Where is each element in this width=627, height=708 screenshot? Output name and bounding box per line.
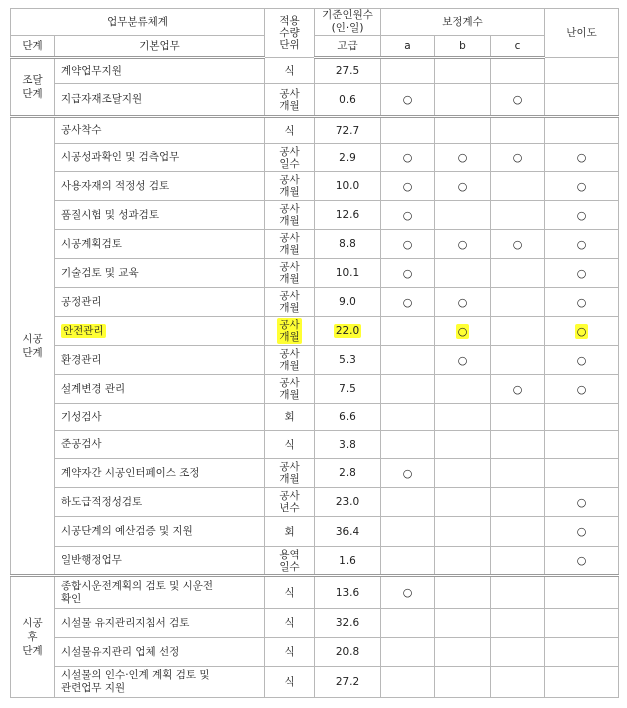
correction-a-cell xyxy=(381,547,435,576)
task-cell xyxy=(55,84,265,117)
table-row xyxy=(11,144,619,172)
circle-mark: ○ xyxy=(576,382,587,396)
correction-c-cell xyxy=(491,288,545,317)
correction-a-cell xyxy=(381,84,435,117)
unit-cell xyxy=(265,84,315,117)
task-cell xyxy=(55,317,265,346)
manpower-value: 23.0 xyxy=(335,496,360,508)
correction-c-cell xyxy=(491,431,545,459)
circle-mark: ○ xyxy=(402,179,413,193)
classification-header: 업무분류체계 xyxy=(11,9,265,36)
difficulty-cell xyxy=(545,144,619,172)
table-row xyxy=(11,431,619,459)
manpower-value-cell xyxy=(315,609,381,638)
task-label: 준공검사 xyxy=(61,438,102,450)
correction-b-cell xyxy=(435,346,491,375)
table-row xyxy=(11,547,619,576)
unit-label: 공사 개월 xyxy=(279,319,300,343)
correction-c-cell xyxy=(491,517,545,547)
task-cell xyxy=(55,259,265,288)
unit-cell xyxy=(265,431,315,459)
unit-label: 회 xyxy=(284,411,295,423)
task-cell xyxy=(55,547,265,576)
circle-mark: ○ xyxy=(457,151,468,164)
task-label: 일반행정업무 xyxy=(61,554,122,566)
task-label: 설계변경 관리 xyxy=(61,382,126,395)
circle-mark: ○ xyxy=(576,295,587,309)
unit-cell xyxy=(265,638,315,667)
correction-a-cell xyxy=(381,667,435,698)
circle-mark: ○ xyxy=(402,208,413,222)
correction-a-cell xyxy=(381,201,435,230)
task-label: 공정관리 xyxy=(61,295,102,308)
manpower-value-cell xyxy=(315,488,381,517)
unit-cell xyxy=(265,172,315,201)
task-label: 기술검토 및 교육 xyxy=(61,266,139,279)
task-table xyxy=(10,8,619,698)
manpower-value-cell xyxy=(315,576,381,609)
correction-a-cell xyxy=(381,431,435,459)
correction-a-cell xyxy=(381,259,435,288)
circle-mark: ○ xyxy=(576,554,587,567)
manpower-value-cell xyxy=(315,144,381,172)
task-label: 시설물유지관리 업체 선정 xyxy=(61,645,180,658)
unit-label: 공사 개월 xyxy=(279,203,300,227)
correction-c-cell xyxy=(491,117,545,144)
task-label: 하도급적정성검토 xyxy=(61,495,143,508)
correction-b-header: b xyxy=(435,36,491,58)
circle-mark: ○ xyxy=(576,324,587,338)
stage-cell: 조달 단계 xyxy=(11,58,55,117)
table-row xyxy=(11,346,619,375)
unit-cell xyxy=(265,576,315,609)
correction-b-cell xyxy=(435,288,491,317)
manpower-value: 36.4 xyxy=(335,525,360,538)
task-label: 지급자재조달지원 xyxy=(61,93,143,105)
difficulty-cell xyxy=(545,488,619,517)
unit-label: 공사 개월 xyxy=(279,290,300,314)
table-row xyxy=(11,609,619,638)
task-cell xyxy=(55,201,265,230)
manpower-value: 13.6 xyxy=(335,586,360,599)
task-label: 계약자간 시공인터페이스 조정 xyxy=(61,466,200,479)
correction-b-cell xyxy=(435,259,491,288)
unit-label: 공사 년수 xyxy=(279,490,300,514)
task-cell xyxy=(55,638,265,667)
correction-c-cell xyxy=(491,346,545,375)
circle-mark: ○ xyxy=(576,266,587,280)
unit-cell xyxy=(265,488,315,517)
correction-b-cell xyxy=(435,459,491,488)
unit-cell xyxy=(265,375,315,404)
manpower-value: 10.1 xyxy=(335,267,360,279)
difficulty-cell xyxy=(545,84,619,117)
task-label: 공사착수 xyxy=(61,124,102,136)
difficulty-cell xyxy=(545,117,619,144)
table-row xyxy=(11,84,619,117)
table-row xyxy=(11,576,619,609)
unit-label: 식 xyxy=(284,676,295,688)
manpower-value-cell xyxy=(315,638,381,667)
manpower-value: 3.8 xyxy=(339,438,356,451)
correction-b-cell xyxy=(435,431,491,459)
correction-c-cell xyxy=(491,667,545,698)
difficulty-cell xyxy=(545,58,619,84)
circle-mark: ○ xyxy=(512,151,523,164)
correction-b-cell xyxy=(435,117,491,144)
task-cell xyxy=(55,431,265,459)
unit-label: 공사 개월 xyxy=(279,232,300,256)
correction-c-cell xyxy=(491,638,545,667)
unit-cell xyxy=(265,117,315,144)
table-row xyxy=(11,638,619,667)
correction-a-cell xyxy=(381,346,435,375)
manpower-value-cell xyxy=(315,84,381,117)
circle-mark: ○ xyxy=(457,237,468,251)
correction-a-header: a xyxy=(381,36,435,58)
manpower-value-cell xyxy=(315,317,381,346)
unit-label: 용역 일수 xyxy=(279,548,300,573)
table-body xyxy=(11,58,619,698)
unit-cell xyxy=(265,459,315,488)
difficulty-cell xyxy=(545,288,619,317)
unit-cell xyxy=(265,230,315,259)
manpower-value-cell xyxy=(315,459,381,488)
correction-b-cell xyxy=(435,517,491,547)
difficulty-cell xyxy=(545,459,619,488)
correction-b-cell xyxy=(435,547,491,576)
manpower-value: 12.6 xyxy=(335,209,360,221)
correction-a-cell xyxy=(381,375,435,404)
correction-c-cell xyxy=(491,576,545,609)
correction-c-cell xyxy=(491,459,545,488)
table-row xyxy=(11,172,619,201)
difficulty-cell xyxy=(545,547,619,576)
circle-mark: ○ xyxy=(576,495,587,509)
correction-b-cell xyxy=(435,667,491,698)
unit-label: 식 xyxy=(284,124,295,137)
correction-c-cell xyxy=(491,547,545,576)
manpower-value: 1.6 xyxy=(339,554,356,567)
unit-cell xyxy=(265,259,315,288)
correction-b-cell xyxy=(435,230,491,259)
correction-a-cell xyxy=(381,288,435,317)
difficulty-cell xyxy=(545,404,619,431)
task-label: 시공성과확인 및 검측업무 xyxy=(61,151,180,163)
unit-cell xyxy=(265,144,315,172)
table-row xyxy=(11,58,619,84)
task-label: 기성검사 xyxy=(61,410,102,423)
correction-c-cell xyxy=(491,609,545,638)
correction-b-cell xyxy=(435,638,491,667)
correction-header: 보정계수 xyxy=(381,9,545,36)
manpower-value: 5.3 xyxy=(339,354,356,366)
manpower-value: 10.0 xyxy=(335,180,360,192)
difficulty-cell xyxy=(545,576,619,609)
manpower-value: 2.8 xyxy=(339,467,356,479)
task-label: 시설물 유지관리지침서 검토 xyxy=(61,616,190,629)
manpower-value: 9.0 xyxy=(339,296,356,308)
correction-c-cell xyxy=(491,488,545,517)
unit-label: 식 xyxy=(284,586,295,599)
correction-a-cell xyxy=(381,172,435,201)
table-row xyxy=(11,375,619,404)
correction-b-cell xyxy=(435,84,491,117)
difficulty-cell xyxy=(545,172,619,201)
correction-a-cell xyxy=(381,488,435,517)
difficulty-cell xyxy=(545,201,619,230)
difficulty-cell xyxy=(545,230,619,259)
circle-mark: ○ xyxy=(576,179,587,193)
task-cell xyxy=(55,172,265,201)
manpower-value-cell xyxy=(315,58,381,84)
manpower-value: 0.6 xyxy=(339,93,356,106)
task-cell xyxy=(55,375,265,404)
correction-c-cell xyxy=(491,201,545,230)
difficulty-cell xyxy=(545,517,619,547)
task-label: 환경관리 xyxy=(61,353,102,366)
unit-header: 적용 수량 단위 xyxy=(265,9,315,58)
correction-a-cell xyxy=(381,58,435,84)
manpower-value-cell xyxy=(315,404,381,431)
unit-label: 공사 개월 xyxy=(279,461,300,485)
manpower-value-cell xyxy=(315,117,381,144)
manpower-value: 7.5 xyxy=(339,383,356,395)
correction-b-cell xyxy=(435,375,491,404)
task-label: 계약업무지원 xyxy=(61,64,122,77)
unit-cell xyxy=(265,517,315,547)
manpower-value: 6.6 xyxy=(339,411,356,423)
table-row xyxy=(11,288,619,317)
stage-header: 단계 xyxy=(11,36,55,58)
circle-mark: ○ xyxy=(402,295,413,309)
circle-mark: ○ xyxy=(457,324,468,338)
circle-mark: ○ xyxy=(402,151,413,164)
manpower-value: 20.8 xyxy=(335,646,360,658)
table-row xyxy=(11,404,619,431)
task-cell xyxy=(55,517,265,547)
manpower-value-cell xyxy=(315,431,381,459)
manpower-value-cell xyxy=(315,230,381,259)
task-cell xyxy=(55,488,265,517)
unit-cell xyxy=(265,317,315,346)
manpower-value-cell xyxy=(315,172,381,201)
unit-label: 식 xyxy=(284,617,295,629)
circle-mark: ○ xyxy=(576,151,587,164)
manpower-value-cell xyxy=(315,517,381,547)
correction-c-cell xyxy=(491,317,545,346)
unit-cell xyxy=(265,346,315,375)
unit-cell xyxy=(265,547,315,576)
circle-mark: ○ xyxy=(402,93,413,106)
task-cell xyxy=(55,459,265,488)
manpower-value-cell xyxy=(315,375,381,404)
unit-label: 공사 개월 xyxy=(279,261,300,285)
task-cell xyxy=(55,288,265,317)
difficulty-cell xyxy=(545,259,619,288)
unit-cell xyxy=(265,667,315,698)
task-label: 시공계획검토 xyxy=(61,237,122,250)
task-cell xyxy=(55,117,265,144)
circle-mark: ○ xyxy=(402,466,413,480)
correction-a-cell xyxy=(381,404,435,431)
circle-mark: ○ xyxy=(512,382,523,396)
correction-a-cell xyxy=(381,638,435,667)
difficulty-cell xyxy=(545,638,619,667)
task-label: 종합시운전계획의 검토 및 시운전 확인 xyxy=(61,579,214,605)
correction-a-cell xyxy=(381,576,435,609)
correction-b-cell xyxy=(435,609,491,638)
task-cell xyxy=(55,346,265,375)
stage-cell: 시공 단계 xyxy=(11,117,55,576)
correction-b-cell xyxy=(435,576,491,609)
table-row xyxy=(11,667,619,698)
correction-c-cell xyxy=(491,144,545,172)
unit-cell xyxy=(265,609,315,638)
circle-mark: ○ xyxy=(576,353,587,367)
correction-b-cell xyxy=(435,172,491,201)
correction-a-cell xyxy=(381,609,435,638)
correction-a-cell xyxy=(381,517,435,547)
unit-cell xyxy=(265,404,315,431)
table-row xyxy=(11,117,619,144)
circle-mark: ○ xyxy=(402,266,413,280)
stage-cell: 시공 후 단계 xyxy=(11,576,55,698)
task-cell xyxy=(55,404,265,431)
table-row xyxy=(11,488,619,517)
difficulty-cell xyxy=(545,317,619,346)
task-cell xyxy=(55,667,265,698)
correction-a-cell xyxy=(381,117,435,144)
correction-a-cell xyxy=(381,459,435,488)
unit-cell xyxy=(265,288,315,317)
task-label: 품질시험 및 성과검토 xyxy=(61,208,159,221)
correction-a-cell xyxy=(381,144,435,172)
correction-b-cell xyxy=(435,58,491,84)
manpower-value-cell xyxy=(315,667,381,698)
circle-mark: ○ xyxy=(457,353,468,367)
manpower-value: 22.0 xyxy=(335,325,360,337)
circle-mark: ○ xyxy=(457,179,468,193)
circle-mark: ○ xyxy=(512,237,523,251)
correction-b-cell xyxy=(435,488,491,517)
correction-c-cell xyxy=(491,172,545,201)
table-row xyxy=(11,201,619,230)
unit-cell xyxy=(265,58,315,84)
unit-label: 공사 개월 xyxy=(279,348,300,372)
task-cell xyxy=(55,144,265,172)
task-label: 시공단계의 예산검증 및 지원 xyxy=(61,525,193,537)
table-row xyxy=(11,259,619,288)
manpower-value: 8.8 xyxy=(339,238,356,250)
correction-c-header: c xyxy=(491,36,545,58)
basic-task-header: 기본업무 xyxy=(55,36,265,58)
task-label: 사용자재의 적정성 검토 xyxy=(61,179,170,192)
unit-label: 식 xyxy=(284,646,295,658)
circle-mark: ○ xyxy=(402,586,413,599)
task-cell xyxy=(55,576,265,609)
unit-label: 공사 개월 xyxy=(279,87,300,112)
grade-header: 고급 xyxy=(315,36,381,58)
manpower-value: 2.9 xyxy=(339,151,356,164)
manpower-value: 27.2 xyxy=(335,676,360,688)
unit-label: 공사 일수 xyxy=(279,145,300,170)
circle-mark: ○ xyxy=(576,237,587,251)
manpower-value-cell xyxy=(315,346,381,375)
correction-b-cell xyxy=(435,317,491,346)
unit-label: 회 xyxy=(284,525,295,538)
unit-label: 식 xyxy=(284,438,295,451)
correction-b-cell xyxy=(435,201,491,230)
task-label: 안전관리 xyxy=(63,324,104,337)
manpower-value-cell xyxy=(315,201,381,230)
circle-mark: ○ xyxy=(512,93,523,106)
manpower-value: 27.5 xyxy=(335,65,360,77)
manpower-value-cell xyxy=(315,259,381,288)
manpower-header: 기준인원수 (인·일) xyxy=(315,9,381,36)
task-cell xyxy=(55,230,265,259)
difficulty-header: 난이도 xyxy=(545,9,619,58)
correction-b-cell xyxy=(435,144,491,172)
difficulty-cell xyxy=(545,431,619,459)
correction-b-cell xyxy=(435,404,491,431)
difficulty-cell xyxy=(545,609,619,638)
manpower-value-cell xyxy=(315,547,381,576)
correction-c-cell xyxy=(491,58,545,84)
correction-a-cell xyxy=(381,230,435,259)
manpower-value: 72.7 xyxy=(335,124,360,137)
manpower-value-cell xyxy=(315,288,381,317)
task-cell xyxy=(55,58,265,84)
unit-label: 공사 개월 xyxy=(279,174,300,198)
task-cell xyxy=(55,609,265,638)
unit-label: 식 xyxy=(284,64,295,77)
table-row xyxy=(11,517,619,547)
manpower-value: 32.6 xyxy=(335,617,360,629)
circle-mark: ○ xyxy=(576,208,587,222)
task-label: 시설물의 인수·인계 계획 검토 및 관련업무 지원 xyxy=(61,669,210,694)
table-row xyxy=(11,230,619,259)
correction-c-cell xyxy=(491,375,545,404)
correction-c-cell xyxy=(491,84,545,117)
unit-label: 공사 개월 xyxy=(279,377,300,401)
table-row xyxy=(11,459,619,488)
correction-c-cell xyxy=(491,259,545,288)
correction-a-cell xyxy=(381,317,435,346)
circle-mark: ○ xyxy=(457,295,468,309)
unit-cell xyxy=(265,201,315,230)
difficulty-cell xyxy=(545,375,619,404)
difficulty-cell xyxy=(545,346,619,375)
circle-mark: ○ xyxy=(576,525,587,538)
correction-c-cell xyxy=(491,404,545,431)
circle-mark: ○ xyxy=(402,237,413,251)
table-row xyxy=(11,317,619,346)
correction-c-cell xyxy=(491,230,545,259)
difficulty-cell xyxy=(545,667,619,698)
